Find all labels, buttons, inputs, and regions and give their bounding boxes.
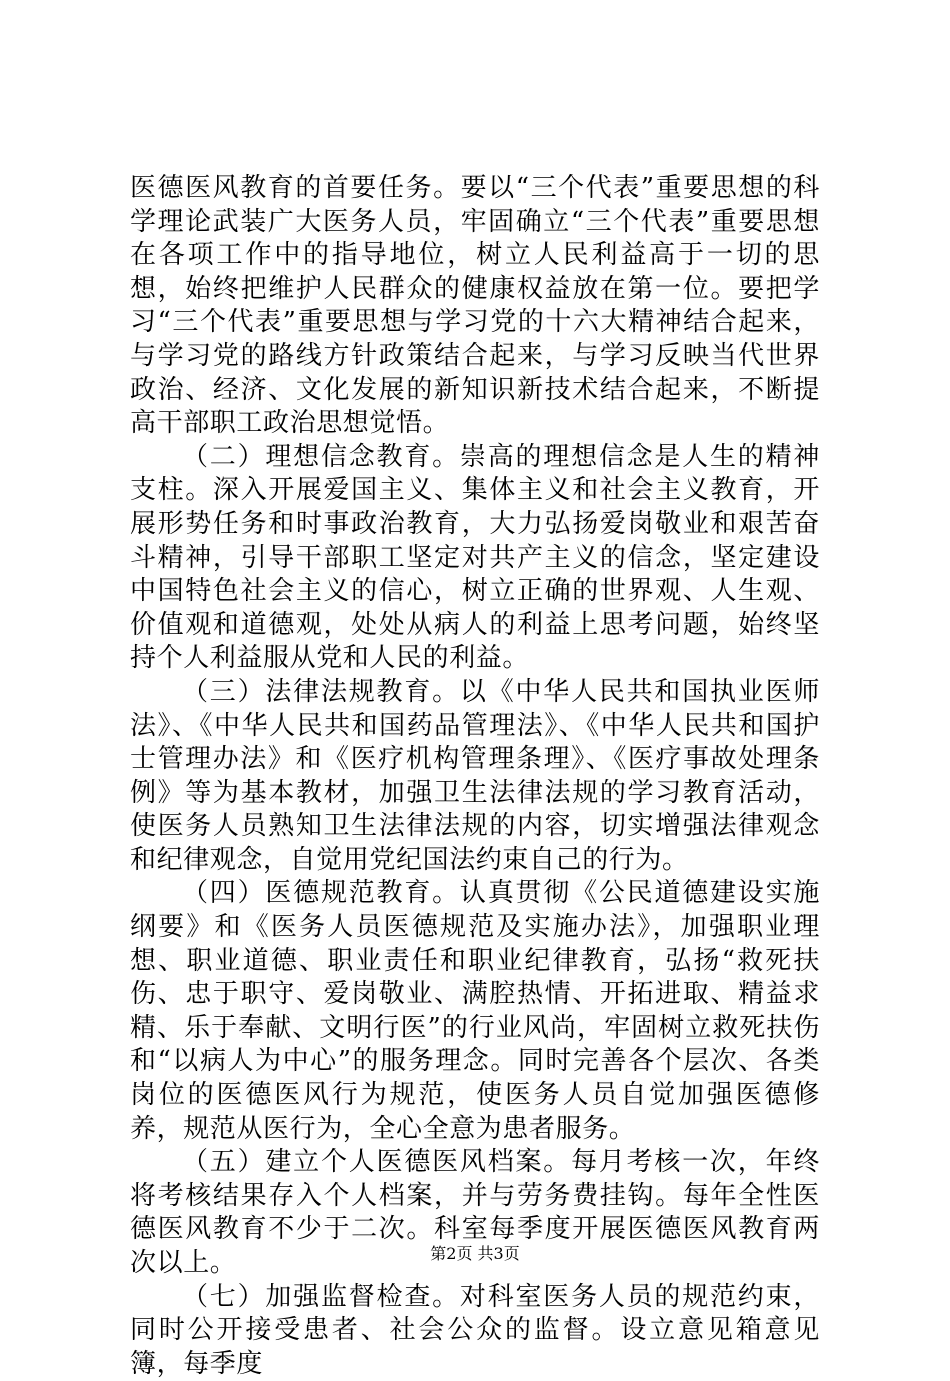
paragraph-supervision-inspection: （七）加强监督检查。对科室医务人员的规范约束，同时公开接受患者、社会公众的监督。设立意见箱意见簿，每季度 bbox=[130, 1281, 820, 1379]
paragraph-continuation: 医德医风教育的首要任务。要以“三个代表”重要思想的科学理论武装广大医务人员，牢固确立“三个代表”重要思想在各项工作中的指导地位，树立人民利益高于一切的思想，始终把维护人民群众的健康权益放在第一位。要把学习“三个代表”重要思想与学习党的十六大精神结合起来，与学习党的路线方针政策结合起来，与学习反映当代世界政治、经济、文化发展的新知识新技术结合起来，不断提高干部职工政治思想觉悟。 bbox=[130, 173, 820, 439]
page-footer bbox=[0, 1244, 950, 1264]
page-number-label: 第2页 共3页 bbox=[430, 1244, 520, 1263]
paragraph-medical-ethics-education: （四）医德规范教育。认真贯彻《公民道德建设实施纲要》和《医务人员医德规范及实施办法》，加强职业理想、职业道德、职业责任和职业纪律教育，弘扬“救死扶伤、忠于职守、爱岗敬业、满腔热情、开拓进取、精益求精、乐于奉献、文明行医”的行业风尚，牢固树立救死扶伤和“以病人为中心”的服务理念。同时完善各个层次、各类岗位的医德医风行为规范，使医务人员自觉加强医德修养，规范从医行为，全心全意为患者服务。 bbox=[130, 878, 820, 1144]
paragraph-law-regulation-education: （三）法律法规教育。以《中华人民共和国执业医师法》、《中华人民共和国药品管理法》、《中华人民共和国护士管理办法》和《医疗机构管理条理》、《医疗事故处理条例》等为基本教材，加强卫生法律法规的学习教育活动，使医务人员熟知卫生法律法规的内容，切实增强法律观念和纪律观念，自觉用党纪国法约束自己的行为。 bbox=[130, 676, 820, 875]
document-body bbox=[130, 172, 820, 1381]
paragraph-ideal-belief-education: （二）理想信念教育。崇高的理想信念是人生的精神支柱。深入开展爱国主义、集体主义和社会主义教育，开展形势任务和时事政治教育，大力弘扬爱岗敬业和艰苦奋斗精神，引导干部职工坚定对共产主义的信念，坚定建设中国特色社会主义的信心，树立正确的世界观、人生观、价值观和道德观，处处从病人的利益上思考问题，始终坚持个人利益服从党和人民的利益。 bbox=[130, 441, 820, 674]
paragraph-ethics-archive: （五）建立个人医德医风档案。每月考核一次，年终将考核结果存入个人档案，并与劳务费挂钩。每年全性医德医风教育不少于二次。科室每季度开展医德医风教育两次以上。 bbox=[130, 1147, 820, 1278]
